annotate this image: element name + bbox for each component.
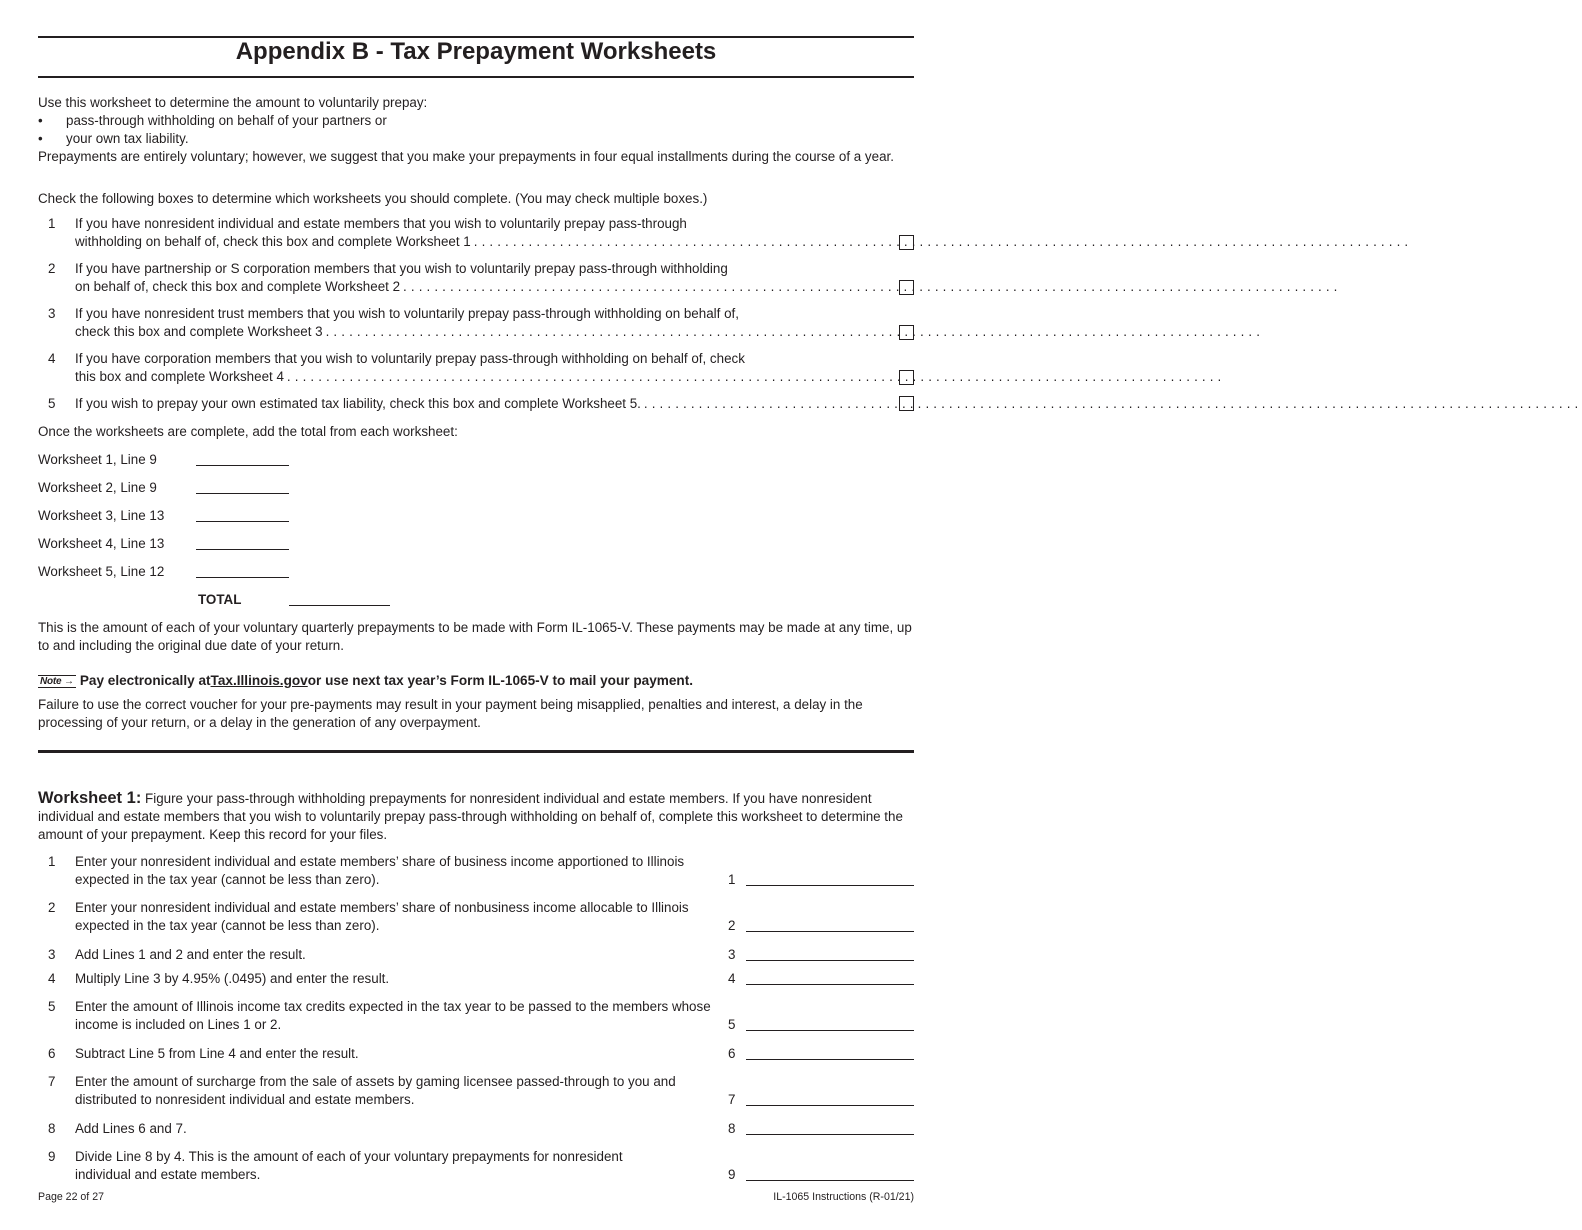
worksheet-line: 8 Add Lines 6 and 7. 8 [38, 1120, 914, 1138]
intro-lead: Use this worksheet to determine the amount to voluntarily prepay: [38, 95, 428, 110]
worksheet-2-checkbox[interactable] [899, 280, 914, 295]
note-arrow-icon: Note → [40, 675, 74, 687]
line-3-amount[interactable] [746, 960, 914, 961]
line-8-amount[interactable] [746, 1134, 914, 1135]
bullet-symbol: • [38, 113, 43, 128]
intro-bullet: • your own tax liability. [38, 131, 189, 146]
page-number: Page 22 of 27 [38, 1191, 104, 1203]
worksheet-line: 1 Enter your nonresident individual and estate members’ share of business income apportioned to Illinois expected in the tax year (cannot be less than zero). 1 [38, 853, 914, 889]
check-item[interactable]: 2 If you have partnership or S corporation members that you wish to voluntarily prepay pass-through withholding on behalf of, check this box and complete Worksheet 2 ........................................................................................................................ [48, 261, 1342, 294]
worksheet-line: 6 Subtract Line 5 from Line 4 and enter the result. 6 [38, 1045, 914, 1063]
check-item[interactable]: 5 If you wish to prepay your own estimated tax liability, check this box and complete Worksheet 5. ........................................................................................................................ [48, 396, 1582, 411]
dot-leader: ........................................................................................................................ [473, 234, 1413, 249]
page-title: Appendix B - Tax Prepayment Worksheets [235, 38, 717, 65]
dot-leader: ........................................................................................................................ [286, 369, 1226, 384]
line-4-amount[interactable] [746, 984, 914, 985]
worksheet-line: 9 Divide Line 8 by 4. This is the amount of each of your voluntary prepayments for nonresident individual and estate members. 9 [38, 1148, 914, 1184]
amount-line[interactable] [196, 521, 289, 522]
worksheet-1-heading: Worksheet 1: [38, 789, 142, 807]
totals-instruction: Once the worksheets are complete, add the total from each worksheet: [38, 424, 458, 439]
worksheet-1-description: Figure your pass-through withholding prepayments for nonresident individual and estate members. If you have nonresident individual and estate members that you wish to voluntarily prepay pass-through withholding on behalf of, complete this worksheet to determine the amount of your prepayment. Keep this record for your files. [38, 791, 903, 842]
total-label: TOTAL [198, 592, 242, 607]
worksheet-5-checkbox[interactable] [899, 396, 914, 411]
total-amount-line[interactable] [289, 605, 390, 606]
voucher-warning: Failure to use the correct voucher for your pre-payments may result in your payment being misapplied, penalties and interest, a delay in the processing of your return, or a delay in the generation of any overpayment. [38, 697, 863, 730]
tax-illinois-link[interactable]: Tax.Illinois.gov [210, 673, 308, 688]
amount-line[interactable] [196, 465, 289, 466]
worksheet-3-checkbox[interactable] [899, 325, 914, 340]
amount-line[interactable] [196, 549, 289, 550]
intro-bullet: • pass-through withholding on behalf of your partners or [38, 113, 387, 128]
amount-line[interactable] [196, 577, 289, 578]
bullet-symbol: • [38, 131, 43, 146]
worksheet-line: 5 Enter the amount of Illinois income tax credits expected in the tax year to be passed to the members whose income is included on Lines 1 or 2. 5 [38, 998, 914, 1034]
form-revision: IL-1065 Instructions (R-01/21) [773, 1191, 914, 1203]
line-9-amount[interactable] [746, 1180, 914, 1181]
title-bottom-rule [38, 76, 914, 78]
intro-section [38, 94, 914, 166]
line-1-amount[interactable] [746, 885, 914, 886]
worksheet-line: 4 Multiply Line 3 by 4.95% (.0495) and enter the result. 4 [38, 970, 914, 988]
total-explanation: This is the amount of each of your voluntary quarterly prepayments to be made with Form IL-1065-V. These payments may be made at any time, up to and including the original due date of your return. [38, 620, 912, 653]
check-instruction: Check the following boxes to determine which worksheets you should complete. (You may check multiple boxes.) [38, 191, 708, 206]
amount-line[interactable] [196, 493, 289, 494]
worksheet-1-intro [38, 789, 914, 844]
worksheet-4-checkbox[interactable] [899, 370, 914, 385]
line-2-amount[interactable] [746, 931, 914, 932]
line-5-amount[interactable] [746, 1030, 914, 1031]
voluntary-note: Prepayments are entirely voluntary; however, we suggest that you make your prepayments in four equal installments during the course of a year. [38, 149, 894, 164]
worksheet-line: 7 Enter the amount of surcharge from the sale of assets by gaming licensee passed-through to you and distributed to nonresident individual and estate members. 7 [38, 1073, 914, 1109]
worksheet-line: 2 Enter your nonresident individual and estate members’ share of nonbusiness income allocable to Illinois expected in the tax year (cannot be less than zero). 2 [38, 899, 914, 935]
check-item[interactable]: 3 If you have nonresident trust members that you wish to voluntarily prepay pass-through withholding on behalf of, check this box and complete Worksheet 3 ........................................................................................................................ [48, 306, 1265, 339]
check-item[interactable]: 4 If you have corporation members that you wish to voluntarily prepay pass-through withholding on behalf of, check this box and complete Worksheet 4 ........................................................................................................................ [48, 351, 1226, 384]
note-callout: Note → Pay electronically at Tax.Illinois.gov or use next tax year’s Form IL-1065-V to mail your payment. [40, 673, 694, 688]
check-item[interactable]: 1 If you have nonresident individual and estate members that you wish to voluntarily prepay pass-through withholding on behalf of, check this box and complete Worksheet 1 ........................................................................................................................ [48, 216, 1413, 249]
worksheet-1-checkbox[interactable] [899, 235, 914, 250]
line-7-amount[interactable] [746, 1105, 914, 1106]
dot-leader: ........................................................................................................................ [325, 324, 1265, 339]
worksheet-line: 3 Add Lines 1 and 2 and enter the result. 3 [38, 946, 914, 964]
dot-leader: ........................................................................................................................ [403, 279, 1342, 294]
line-6-amount[interactable] [746, 1059, 914, 1060]
dot-leader: ........................................................................................................................ [643, 396, 1582, 411]
section-divider [38, 750, 914, 753]
